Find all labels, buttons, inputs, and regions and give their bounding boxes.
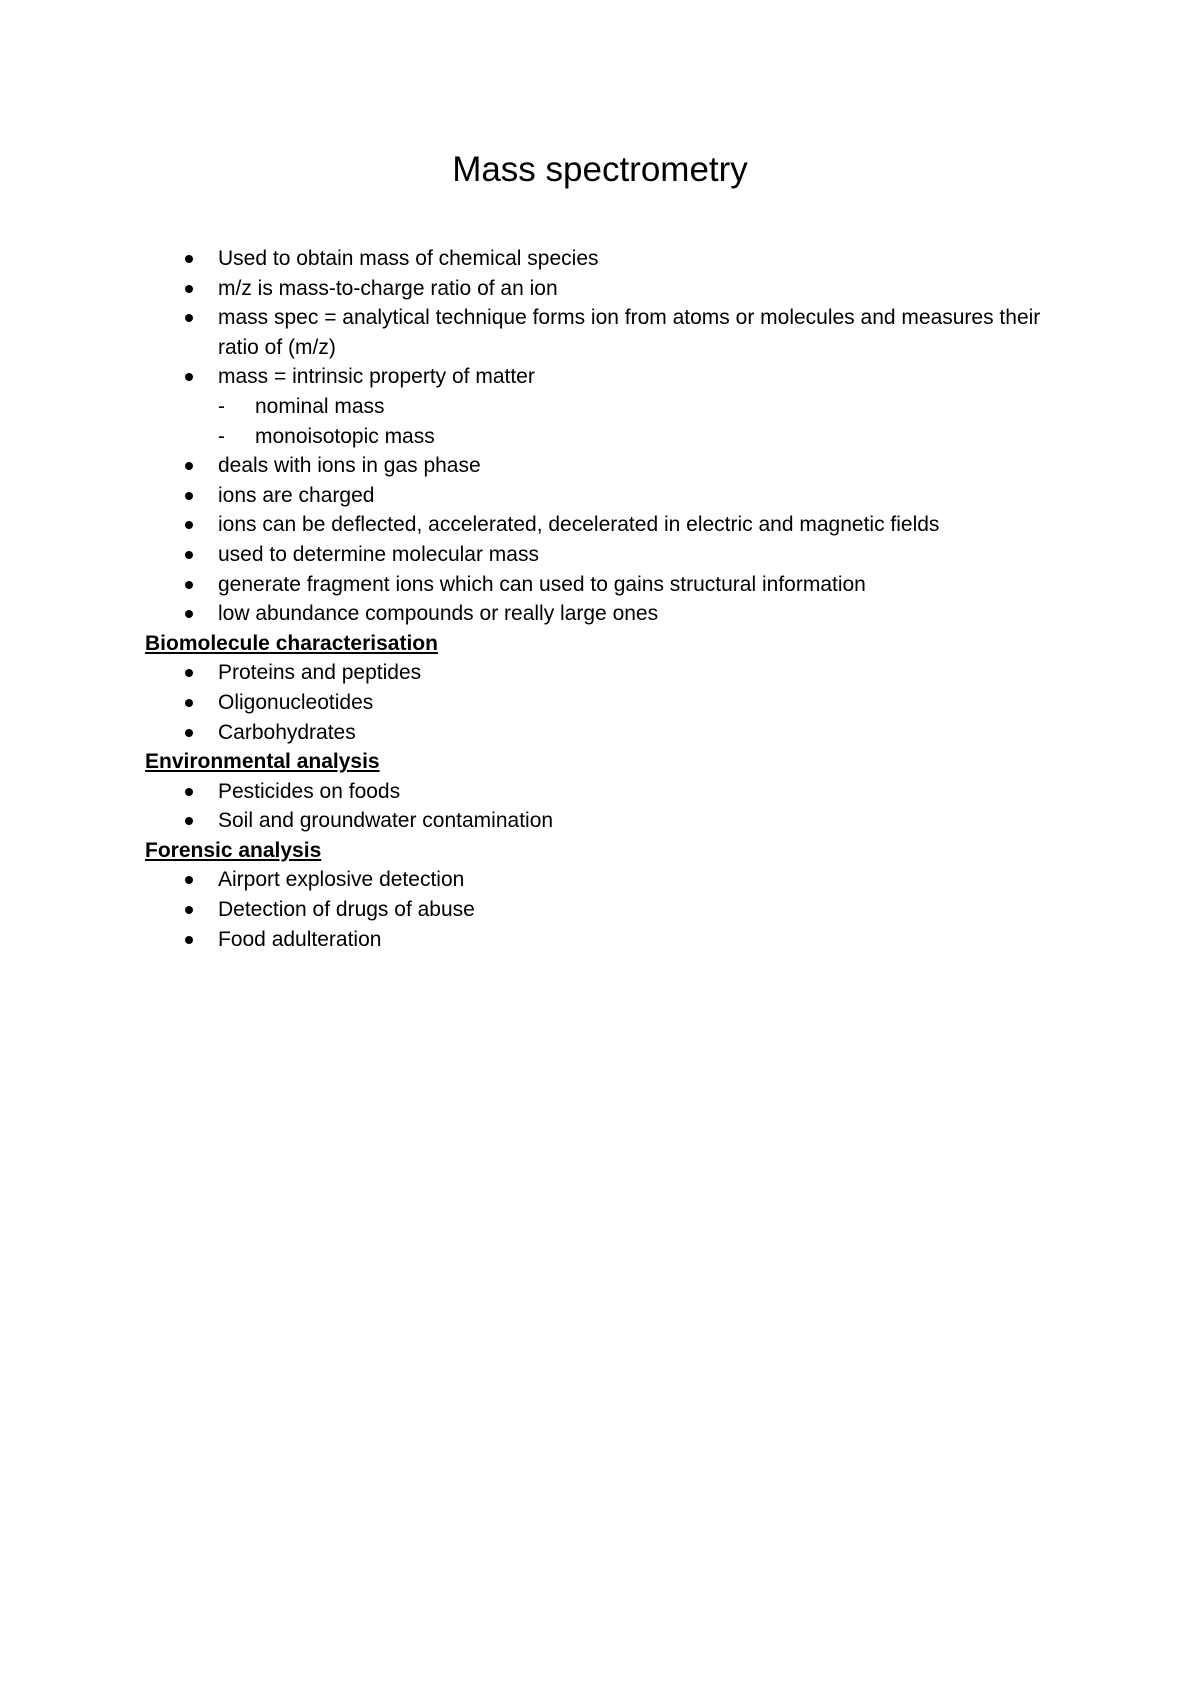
list-item: Food adulteration [145,925,1065,955]
list-item: Pesticides on foods [145,777,1065,807]
list-item: low abundance compounds or really large ones [145,599,1065,629]
section-heading: Biomolecule characterisation [145,631,438,655]
list-item: Used to obtain mass of chemical species [145,244,1065,274]
list-item: Oligonucleotides [145,688,1065,718]
list-item: Proteins and peptides [145,658,1065,688]
list-item: generate fragment ions which can used to gains structural information [145,570,1065,600]
sub-list-item: - monoisotopic mass [145,422,1065,452]
section-forensic [145,836,1065,954]
section-bullet-list [145,658,1065,747]
list-item: ions are charged [145,481,1065,511]
list-item: Soil and groundwater contamination [145,806,1065,836]
section-environmental [145,747,1065,836]
list-item-mass [145,362,1065,392]
list-item: ions can be deflected, accelerated, decelerated in electric and magnetic fields [145,510,1065,540]
section-bullet-list [145,777,1065,836]
section-heading: Environmental analysis [145,750,380,774]
sub-list-item: - nominal mass [145,392,1065,422]
list-item: Airport explosive detection [145,865,1065,895]
page-title: Mass spectrometry [452,150,748,189]
list-item-text: mass = intrinsic property of matter [218,365,535,389]
list-item: Carbohydrates [145,718,1065,748]
list-item: mass spec = analytical technique forms ion from atoms or molecules and measures their ratio of (m/z) [145,303,1065,362]
document-body [145,244,1065,954]
list-item: Detection of drugs of abuse [145,895,1065,925]
section-bullet-list [145,865,1065,954]
section-biomolecule [145,629,1065,747]
section-heading: Forensic analysis [145,838,322,862]
mass-subitem-list [145,392,1065,451]
list-item: m/z is mass-to-charge ratio of an ion [145,274,1065,304]
more-bullet-list [145,451,1065,629]
intro-bullet-list [145,244,1065,392]
list-item: used to determine molecular mass [145,540,1065,570]
list-item: deals with ions in gas phase [145,451,1065,481]
